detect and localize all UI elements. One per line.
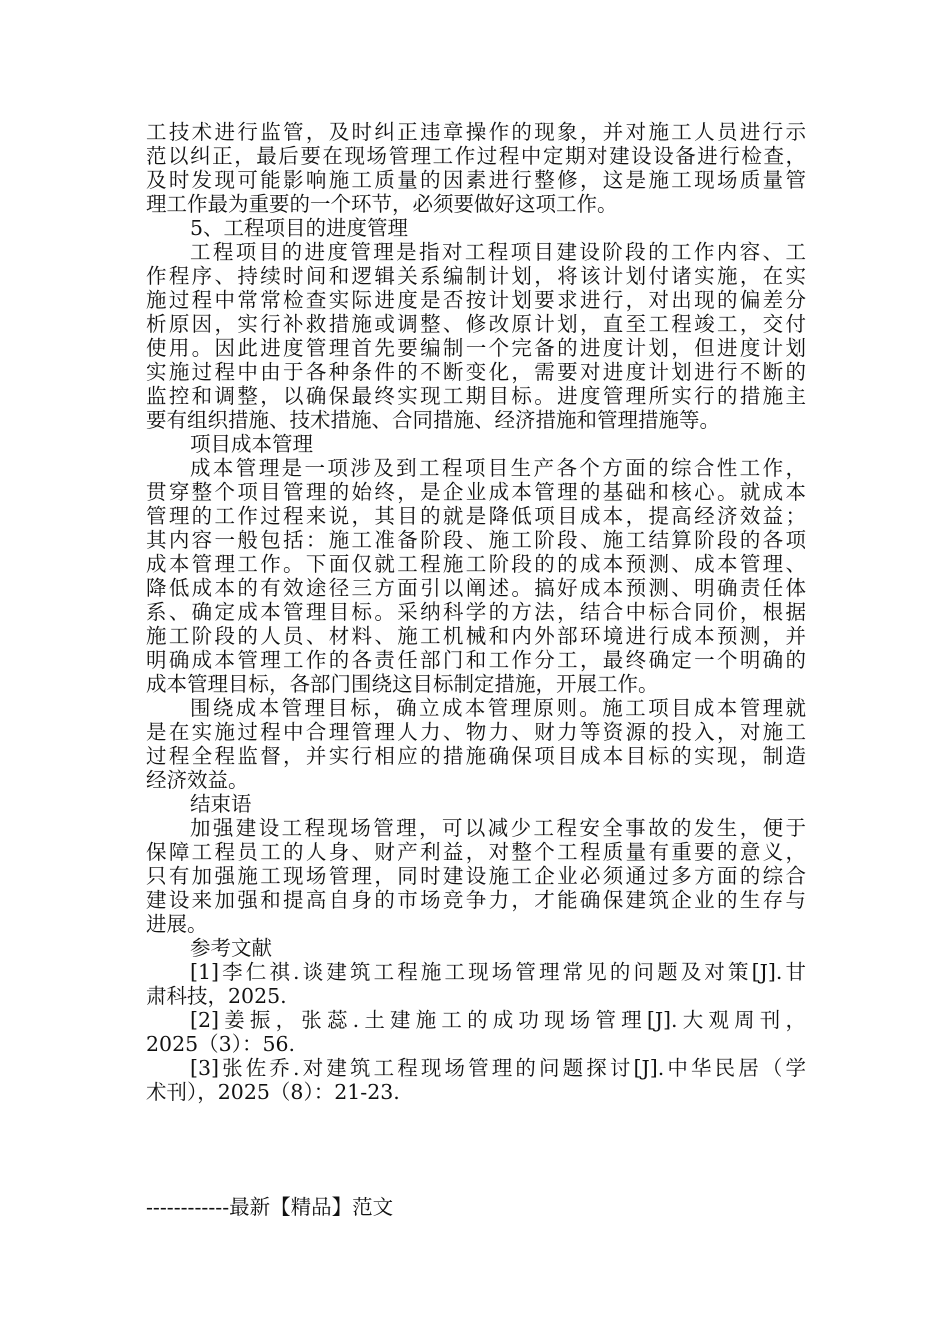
text-line: 只有加强施工现场管理，同时建设施工企业必须通过多方面的综合 — [146, 864, 806, 888]
paragraph-p-cont — [146, 120, 806, 216]
text-line: 是在实施过程中合理管理人力、物力、财力等资源的投入，对施工 — [146, 720, 806, 744]
text-line: 项目成本管理 — [190, 432, 313, 456]
paragraph-ref-3 — [146, 1056, 806, 1104]
paragraph-p-schedule — [146, 240, 806, 432]
text-line: 要有组织措施、技术措施、合同措施、经济措施和管理措施等。 — [146, 408, 720, 432]
text-line: [2]姜振，张蕊.土建施工的成功现场管理[J].大观周刊， — [190, 1008, 806, 1032]
text-line: 析原因，实行补救措施或调整、修改原计划，直至工程竣工，交付 — [146, 312, 806, 336]
text-line: 保障工程员工的人身、财产利益，对整个工程质量有重要的意义， — [146, 840, 806, 864]
text-line: 术刊），2025（8）：21-23. — [146, 1080, 400, 1104]
text-line: 工程项目的进度管理是指对工程项目建设阶段的工作内容、工 — [190, 240, 806, 264]
text-line: 结束语 — [190, 792, 252, 816]
text-line: 作程序、持续时间和逻辑关系编制计划，将该计划付诸实施，在实 — [146, 264, 806, 288]
text-line: 施工阶段的人员、材料、施工机械和内外部环境进行成本预测，并 — [146, 624, 806, 648]
text-line: 成本管理是一项涉及到工程项目生产各个方面的综合性工作， — [190, 456, 806, 480]
paragraph-h-conclusion — [146, 792, 806, 816]
document-body — [146, 120, 806, 1104]
text-line: [3]张佐乔.对建筑工程现场管理的问题探讨[J].中华民居（学 — [190, 1056, 806, 1080]
text-line: 围绕成本管理目标，确立成本管理原则。施工项目成本管理就 — [190, 696, 806, 720]
paragraph-p-cost2 — [146, 696, 806, 792]
text-line: 理工作最为重要的一个环节，必须要做好这项工作。 — [146, 192, 618, 216]
text-line: 过程全程监督，并实行相应的措施确保项目成本目标的实现，制造 — [146, 744, 806, 768]
text-line: 工技术进行监管，及时纠正违章操作的现象，并对施工人员进行示 — [146, 120, 806, 144]
text-line: 经济效益。 — [146, 768, 249, 792]
paragraph-ref-1 — [146, 960, 806, 1008]
text-line: 范以纠正，最后要在现场管理工作过程中定期对建设设备进行检查， — [146, 144, 806, 168]
paragraph-p-cost — [146, 456, 806, 696]
text-line: 参考文献 — [190, 936, 272, 960]
paragraph-h-cost — [146, 432, 806, 456]
text-line: 成本管理目标，各部门围绕这目标制定措施，开展工作。 — [146, 672, 659, 696]
text-line: 使用。因此进度管理首先要编制一个完备的进度计划，但进度计划 — [146, 336, 806, 360]
paragraph-p-conclusion — [146, 816, 806, 936]
text-line: 管理的工作过程来说，其目的就是降低项目成本，提高经济效益； — [146, 504, 806, 528]
paragraph-h-5 — [146, 216, 806, 240]
paragraph-h-refs — [146, 936, 806, 960]
text-line: 系、确定成本管理目标。采纳科学的方法，结合中标合同价，根据 — [146, 600, 806, 624]
paragraph-ref-2 — [146, 1008, 806, 1056]
text-line: 成本管理工作。下面仅就工程施工阶段的的成本预测、成本管理、 — [146, 552, 806, 576]
text-line: 及时发现可能影响施工质量的因素进行整修，这是施工现场质量管 — [146, 168, 806, 192]
text-line: 贯穿整个项目管理的始终，是企业成本管理的基础和核心。就成本 — [146, 480, 806, 504]
text-line: 实施过程中由于各种条件的不断变化，需要对进度计划进行不断的 — [146, 360, 806, 384]
text-line: 其内容一般包括：施工准备阶段、施工阶段、施工结算阶段的各项 — [146, 528, 806, 552]
text-line: 监控和调整，以确保最终实现工期目标。进度管理所实行的措施主 — [146, 384, 806, 408]
text-line: 肃科技，2025. — [146, 984, 287, 1008]
text-line: 进展。 — [146, 912, 208, 936]
text-line: 5、工程项目的进度管理 — [190, 216, 409, 240]
text-line: 建设来加强和提高自身的市场竞争力，才能确保建筑企业的生存与 — [146, 888, 806, 912]
text-line: [1]李仁祺.谈建筑工程施工现场管理常见的问题及对策[J].甘 — [190, 960, 806, 984]
text-line: 加强建设工程现场管理，可以减少工程安全事故的发生，便于 — [190, 816, 806, 840]
text-line: 明确成本管理工作的各责任部门和工作分工，最终确定一个明确的 — [146, 648, 806, 672]
text-line: 施过程中常常检查实际进度是否按计划要求进行，对出现的偏差分 — [146, 288, 806, 312]
text-line: 2025（3）：56. — [146, 1032, 296, 1056]
text-line: 降低成本的有效途径三方面引以阐述。搞好成本预测、明确责任体 — [146, 576, 806, 600]
footer-banner: ------------最新【精品】范文 — [146, 1195, 394, 1219]
